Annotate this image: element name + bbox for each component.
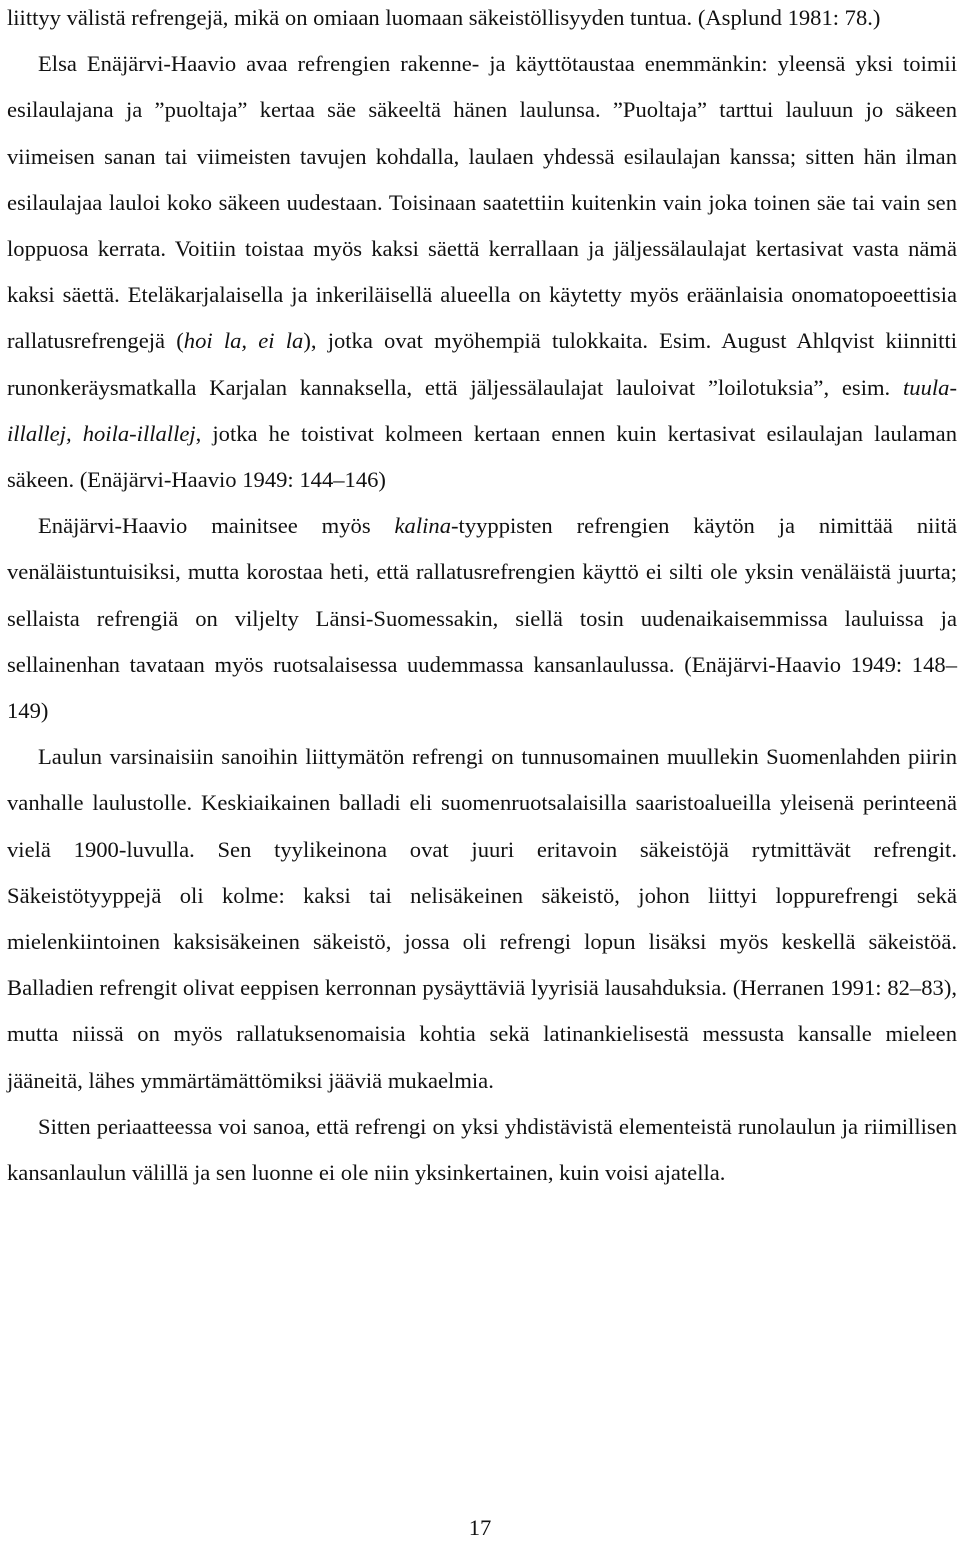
paragraph — [7, 734, 957, 1104]
body-text — [7, 0, 957, 1196]
italic-text: hoi la, ei la — [183, 328, 304, 354]
paragraph — [7, 0, 957, 41]
text-run: , jotka he toistivat kolmeen kertaan ennen kuin kertasivat esilaulajan laulaman säkeen. (Enäjärvi-Haavio 1949: 144–146) — [7, 420, 957, 493]
text-run: ), jotka ovat myöhempiä tulokkaita. Esim. August Ahlqvist kiinnitti runonkeräysmatkalla Karjalan kannaksella, että jäljessälaulajat lauloivat ”loilotuksia”, esim. — [7, 328, 958, 400]
page-number: 17 — [468, 1515, 492, 1540]
text-run: Laulun varsinaisiin sanoihin liittymätön refrengi on tunnusomainen muullekin Suomenlahden piirin vanhalle laulustolle. Keskiaikainen balladi eli suomenruotsalaisilla saaristoalueilla yleisenä perinteenä vielä 1900-luvulla. Sen tyylikeinona ovat juuri eritavoin säkeistöjä rytmittävät refrengit. Säkeistötyyppejä oli kolme: kaksi tai nelisäkeinen säkeistö, johon liittyi loppurefrengi sekä mielenkiintoinen kaksisäkeinen säkeistö, jossa oli refrengi lopun lisäksi myös keskellä säkeistöä. Balladien refrengit olivat eeppisen kerronnan pysäyttäviä lyyrisiä lausahduksia. (Herranen 1991: 82–83), mutta niissä on myös rallatuksenomaisia kohtia sekä latinankielisestä messusta kansalle mieleen jääneitä, lähes ymmärtämättömiksi jääviä mukaelmia. — [7, 744, 957, 1093]
paragraph — [7, 1104, 957, 1196]
text-run: liittyy välistä refrengejä, mikä on omiaan luomaan säkeistöllisyyden tuntua. (Asplund 1981: 78.) — [7, 5, 881, 30]
text-run: Sitten periaatteessa voi sanoa, että refrengi on yksi yhdistävistä elementeistä runolaulun ja riimillisen kansanlaulun välillä ja sen luonne ei ole niin yksinkertainen, kuin voisi ajatella. — [7, 1113, 957, 1186]
paragraph — [7, 503, 957, 734]
text-run: Enäjärvi-Haavio mainitsee myös — [38, 513, 395, 539]
paragraph — [7, 41, 957, 503]
text-run: -tyyppisten refrengien käytön ja nimittää niitä venäläistuntuisiksi, mutta korostaa heti, että rallatusrefrengien käyttö ei silti ole yksin venäläistä juurta; sellaista refrengiä on viljelty Länsi-Suomessakin, siellä tosin uudenaikaisemmissa lauluissa ja sellainenhan tavataan myös ruotsalaisessa uudemmassa kansanlaulussa. (Enäjärvi-Haavio 1949: 148–149) — [7, 513, 957, 724]
italic-text: kalina — [394, 513, 452, 539]
text-run: Elsa Enäjärvi-Haavio avaa refrengien rakenne- ja käyttötaustaa enemmänkin: yleensä yksi toimii esilaulajana ja ”puoltaja” kertaa säe säkeeltä hänen laulunsa. ”Puoltaja” tarttui lauluun jo säkeen viimeisen sanan tai viimeisten tavujen kohdalla, laulaen yhdessä esilaulajan kanssa; sitten hän ilman esilaulajaa lauloi koko säkeen uudestaan. Toisinaan saatettiin kuitenkin vain joka toinen säe tai vain sen loppuosa kerrata. Voitiin toistaa myös kaksi säettä kerrallaan ja jäljessälaulajat kertasivat vasta nämä kaksi säettä. Eteläkarjalaisella ja inkeriläisellä alueella on käytetty myös eräänlaisia onomatopoeettisia rallatusrefrengejä ( — [7, 51, 957, 354]
italic-text: tuula-illallej, hoila-illallej — [7, 374, 957, 446]
